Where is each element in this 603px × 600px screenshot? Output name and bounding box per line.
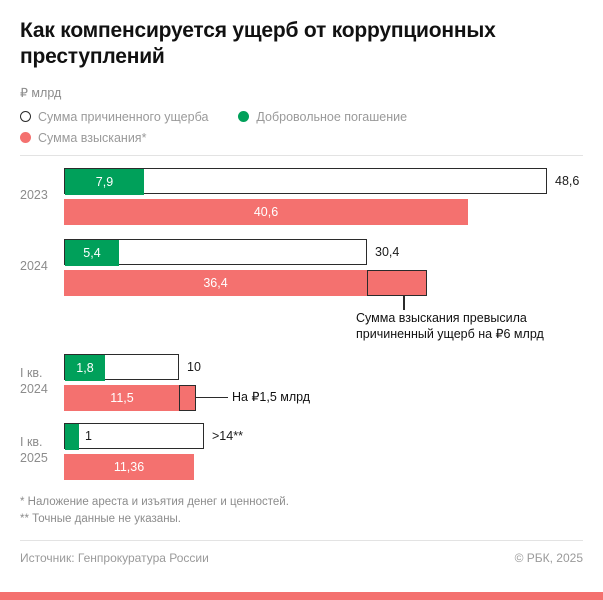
copyright-label: © РБК, 2025 [514,551,583,565]
chart-group-2023 [20,168,583,225]
legend-swatch-voluntary-icon [238,111,249,122]
source-label: Источник: Генпрокуратура России [20,551,209,565]
annotation-q1-2024: На ₽1,5 млрд [232,389,311,404]
annotation-leader-2024 [403,296,405,310]
footnotes [20,494,583,529]
bars-2024 [64,239,583,296]
bars-2023 [64,168,583,225]
excess-highlight-q1-2024 [179,385,196,411]
barline-2023-damage [64,168,583,194]
category-label-q1-2024 [20,366,64,397]
bar-voluntary-2023 [65,169,144,195]
annotation-2024-line2: причиненный ущерб на ₽6 млрд [356,327,544,342]
bar-value-voluntary-2024: 5,4 [83,245,101,260]
annotation-2024-line1: Сумма взыскания превысила [356,310,527,325]
barline-q1-2024-damage [64,354,583,380]
bar-voluntary-2024 [65,240,119,266]
legend-swatch-damage-icon [20,111,31,122]
category-label-2023: 2023 [20,188,48,203]
category-label-q1-2024-line2: 2024 [20,382,48,396]
category-label-q1-2025 [20,435,64,466]
bar-voluntary-q1-2025 [65,424,79,450]
bar-value-damage-2023: 48,6 [555,173,580,188]
chart-group-q1-2025 [20,423,583,480]
legend [20,110,583,145]
bar-value-recovery-q1-2025: 11,36 [113,459,145,474]
legend-label-voluntary: Добровольное погашение [256,109,408,124]
barline-2024-damage [64,239,583,265]
chart [20,168,583,480]
barline-2024-recovery [64,270,583,296]
chart-group-q1-2024 [20,354,583,411]
category-label-q1-2024-line1: I кв. [20,366,43,381]
bar-value-damage-q1-2024: 10 [187,359,201,374]
category-label-q1-2025-line2: 2025 [20,451,48,465]
bar-value-voluntary-q1-2024: 1,8 [76,360,94,375]
bar-damage-2023 [64,168,547,194]
legend-item-voluntary [238,110,407,124]
barline-2023-recovery [64,199,583,225]
category-label-q1-2025-line1: I кв. [20,435,43,450]
annotation-leader-q1-2024 [196,397,228,399]
legend-swatch-recovery-icon [20,132,31,143]
annotation-2024 [356,310,603,344]
unit-label: ₽ млрд [20,85,62,100]
legend-label-recovery: Сумма взыскания* [38,130,147,145]
barline-q1-2025-recovery [64,454,583,480]
legend-row-1 [20,110,583,124]
chart-group-2024 [20,239,583,296]
footer-accent-band [0,592,603,600]
bar-value-recovery-2023: 40,6 [253,204,279,219]
legend-label-damage: Сумма причиненного ущерба [38,109,209,124]
category-label-2024: 2024 [20,259,48,274]
barline-q1-2025-damage [64,423,583,449]
barline-q1-2024-recovery [64,385,583,411]
legend-item-damage [20,110,208,124]
bar-value-damage-q1-2025: >14** [212,428,243,443]
bar-damage-q1-2024 [64,354,179,380]
bar-recovery-q1-2025 [64,454,194,480]
bars-q1-2024 [64,354,583,411]
excess-highlight-2024 [367,270,427,296]
legend-item-recovery [20,131,146,145]
bars-q1-2025 [64,423,583,480]
footer [20,551,583,565]
footer-divider [20,540,583,541]
footnote-1: * Наложение ареста и изъятия денег и ценностей. [20,495,289,508]
bar-recovery-2023 [64,199,468,225]
annotation-area-2024 [20,296,583,346]
legend-divider [20,155,583,156]
bar-value-recovery-2024: 36,4 [203,275,228,290]
legend-row-2 [20,131,583,145]
bar-damage-2024 [64,239,367,265]
footnote-2: ** Точные данные не указаны. [20,512,181,525]
page-title: Как компенсируется ущерб от коррупционных преступлений [20,19,496,69]
bar-value-voluntary-q1-2025: 1 [85,428,92,443]
bar-recovery-q1-2024 [64,385,196,411]
bar-damage-q1-2025 [64,423,204,449]
bar-voluntary-q1-2024 [65,355,105,381]
bar-value-damage-2024: 30,4 [375,244,400,259]
bar-value-voluntary-2023: 7,9 [95,174,114,189]
bar-value-recovery-q1-2024: 11,5 [110,390,134,405]
